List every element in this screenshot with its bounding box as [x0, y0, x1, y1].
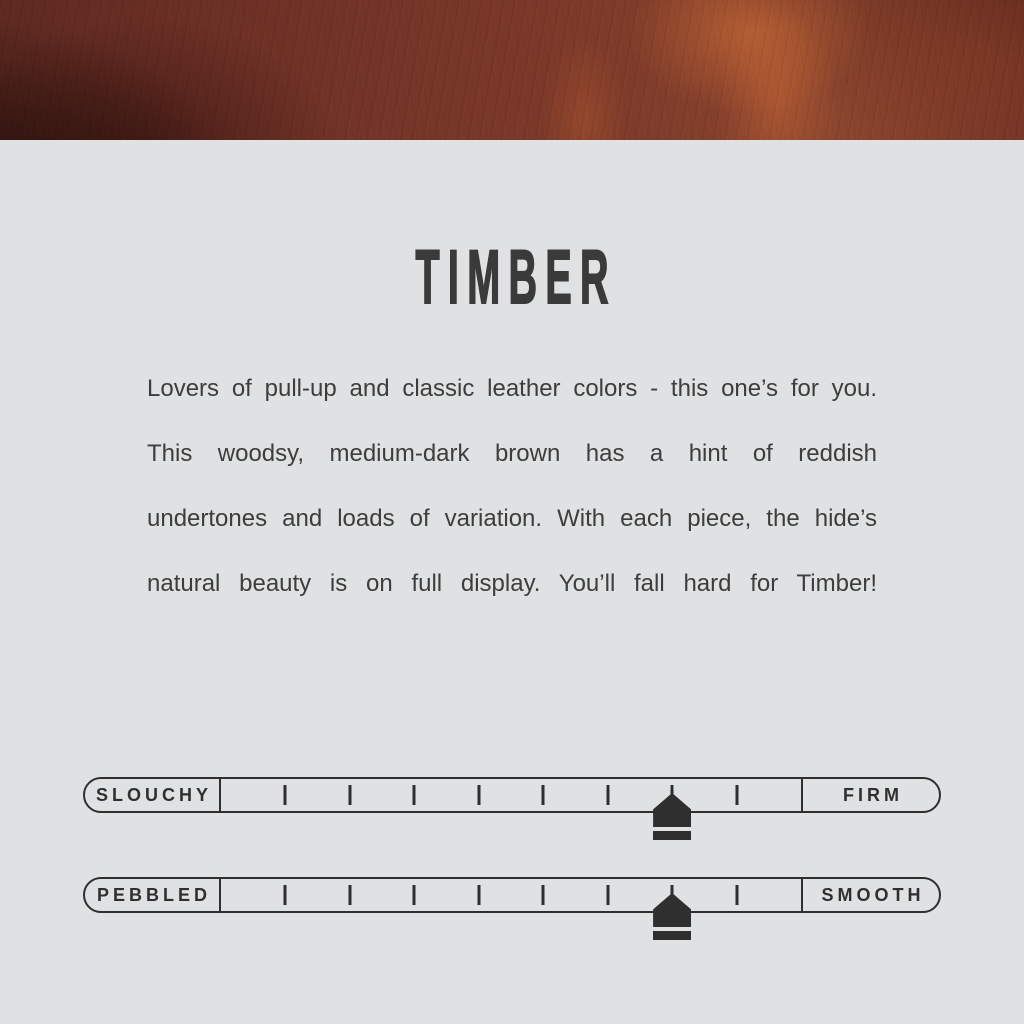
tick-mark: [284, 885, 287, 905]
scale-left-label: SLOUCHY: [85, 779, 221, 811]
tick-mark: [477, 885, 480, 905]
scale-right-label: FIRM: [801, 779, 939, 811]
position-marker: [653, 893, 691, 940]
page-title: TIMBER: [415, 235, 617, 320]
tick-mark: [477, 785, 480, 805]
tick-mark: [606, 785, 609, 805]
attribute-scales: [83, 777, 941, 913]
description-line: This woodsy, medium-dark brown has a hint of reddish: [147, 440, 877, 467]
leather-texture-image: [0, 0, 1024, 140]
description-line: natural beauty is on full display. You’ll fall hard for Timber!: [147, 570, 877, 597]
tick-mark: [542, 885, 545, 905]
marker-base-bar: [653, 931, 691, 940]
scale-track: [221, 779, 801, 811]
tick-mark: [413, 785, 416, 805]
description-line: Lovers of pull-up and classic leather colors - this one’s for you.: [147, 375, 877, 402]
description-line: undertones and loads of variation. With each piece, the hide’s: [147, 505, 877, 532]
tick-mark: [735, 885, 738, 905]
slouchy-firm-scale: [83, 777, 941, 813]
tick-mark: [348, 885, 351, 905]
tick-mark: [606, 885, 609, 905]
scale-left-label: PEBBLED: [85, 879, 221, 911]
marker-pointer-icon: [653, 893, 691, 927]
pebbled-smooth-scale: [83, 877, 941, 913]
tick-mark: [542, 785, 545, 805]
tick-mark: [348, 785, 351, 805]
scale-right-label: SMOOTH: [801, 879, 939, 911]
scale-track: [221, 879, 801, 911]
product-description: [147, 356, 877, 616]
tick-mark: [284, 785, 287, 805]
tick-mark: [735, 785, 738, 805]
position-marker: [653, 793, 691, 840]
tick-mark: [413, 885, 416, 905]
marker-pointer-icon: [653, 793, 691, 827]
marker-base-bar: [653, 831, 691, 840]
